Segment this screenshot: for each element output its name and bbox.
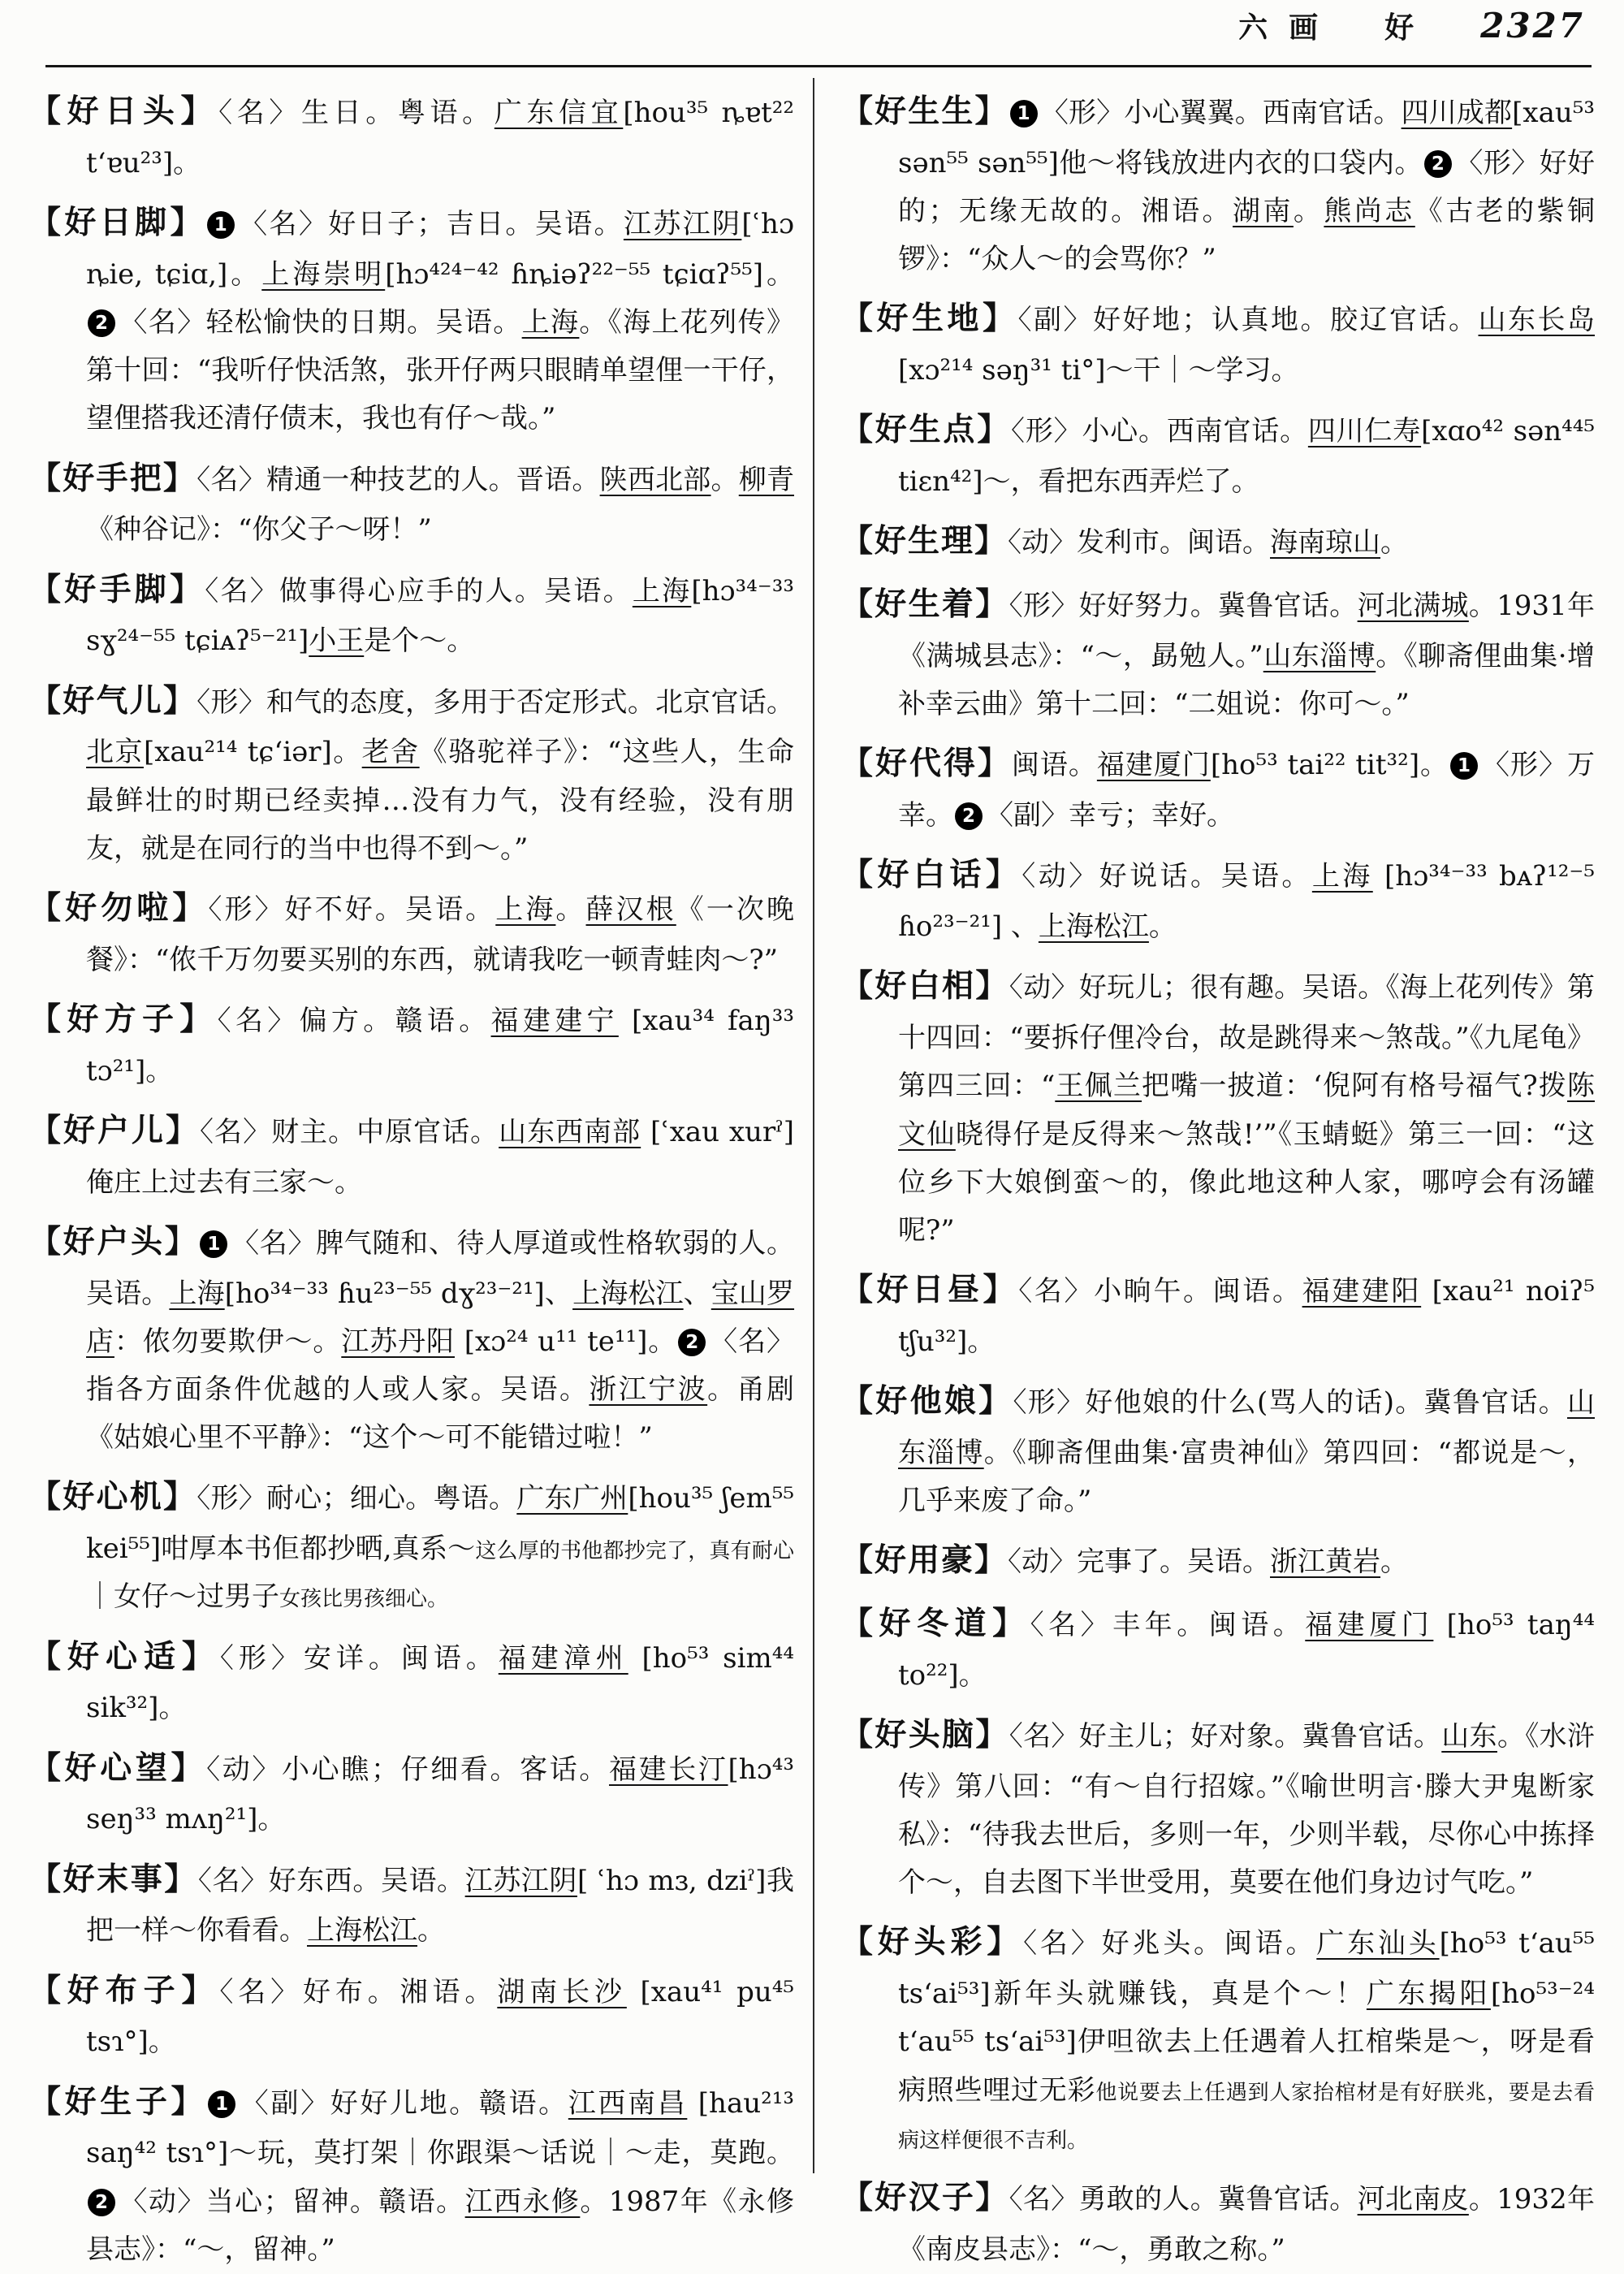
dict-entry bbox=[841, 1915, 1595, 2162]
entry-text: 〈名〉做事得心应手的人。吴语。 bbox=[205, 574, 633, 607]
entry-text: [ʿhɔ ȵie, tɕiɑ,]。 bbox=[86, 208, 794, 291]
entry-headword: 【好代得】 bbox=[841, 745, 1012, 783]
entry-text: [ ʿhɔ mɜ, dziˀ]我把一样～你看看。 bbox=[86, 1864, 794, 1948]
dict-entry bbox=[29, 1470, 794, 1621]
header-rule bbox=[45, 65, 1592, 67]
sense-number-icon: 2 bbox=[955, 802, 983, 830]
left-column bbox=[29, 84, 795, 2266]
entry-text: 。 bbox=[1380, 1546, 1409, 1579]
place-name: 福建厦门 bbox=[1096, 749, 1211, 782]
dict-entry bbox=[841, 292, 1595, 395]
entry-text: 《古老的紫铜锣》：“众人～的会骂你？” bbox=[898, 195, 1596, 276]
entry-text: [xau³⁴ faŋ³³ tɔ²¹]。 bbox=[86, 1004, 794, 1087]
dict-entry bbox=[29, 452, 794, 555]
entry-text: [hɔ⁴³ seŋ³³ mʌŋ²¹]。 bbox=[86, 1753, 794, 1836]
dict-entry bbox=[841, 848, 1595, 951]
entry-text: 〈名〉丰年。闽语。 bbox=[1030, 1609, 1306, 1642]
entry-text: [xɔ²⁴ u¹¹ te¹¹]。 bbox=[454, 1325, 677, 1358]
gloss-small: 女孩比男孩细心。 bbox=[279, 1587, 449, 1612]
entry-text: [ho⁵³⁻²⁴ tʻau⁵⁵ tsʻai⁵³]伊呾欲去上任遇着人扛棺柴是～，呀是看病照些哩过无彩 bbox=[898, 1978, 1595, 2107]
entry-headword: 【好生生】 bbox=[841, 93, 1009, 130]
entry-text: [hɔ⁴²⁴⁻⁴² ɦȵiəʔ²²⁻⁵⁵ tɕiɑʔ⁵⁵]。 bbox=[385, 257, 795, 291]
entry-text: 。 bbox=[1293, 195, 1324, 228]
entry-text: [xau⁴¹ pu⁴⁵ tsɿ°]。 bbox=[86, 1975, 795, 2059]
entry-text: 。 bbox=[1148, 910, 1177, 944]
dict-entry bbox=[841, 959, 1595, 1255]
entry-headword: 【好心适】 bbox=[29, 1637, 220, 1675]
entry-text: 〈形〉好不好。吴语。 bbox=[208, 893, 496, 926]
entry-headword: 【好冬道】 bbox=[841, 1605, 1030, 1643]
entry-text: 。1932年《南皮县志》：“～，勇敢之称。” bbox=[898, 2182, 1596, 2266]
place-name: 河北满城 bbox=[1357, 590, 1469, 623]
entry-headword: 【好日昼】 bbox=[841, 1271, 1019, 1309]
place-name: 福建漳州 bbox=[498, 1641, 628, 1675]
entry-headword: 【好生点】 bbox=[841, 411, 1012, 449]
entry-text: 〈形〉好他娘的什么(骂人的话)。冀鲁官话。 bbox=[1013, 1386, 1567, 1420]
entry-headword: 【好勿啦】 bbox=[29, 888, 209, 927]
place-name: 宝山罗店 bbox=[86, 1277, 795, 1358]
entry-headword: 【好户头】 bbox=[29, 1222, 199, 1260]
entry-text: ｜女仔～过男子 bbox=[86, 1580, 279, 1614]
entry-text: [xɔ²¹⁴ səŋ³¹ ti°]～干｜～学习。 bbox=[898, 354, 1299, 387]
entry-text: 《一次晚餐》：“侬千万勿要买别的东西，就请我吃一顿青蛙肉～?” bbox=[86, 893, 795, 976]
entry-headword: 【好心机】 bbox=[29, 1478, 197, 1516]
entry-text: 〈名〉好东西。吴语。 bbox=[197, 1864, 465, 1897]
place-name: 山东淄博 bbox=[898, 1386, 1595, 1469]
entry-text: [xau⁵³ sən⁵⁵ sən⁵⁵]他～将钱放进内衣的口袋内。 bbox=[898, 97, 1596, 179]
dict-entry bbox=[29, 992, 794, 1096]
place-name: 熊尚志 bbox=[1324, 195, 1415, 228]
radical-char: 好 bbox=[1384, 11, 1436, 45]
entry-text: 〈名〉财主。中原官话。 bbox=[200, 1115, 499, 1148]
entry-text: 〈形〉好好的；无缘无故的。湘语。 bbox=[898, 146, 1596, 228]
dict-entry bbox=[841, 577, 1595, 728]
place-name: 广东汕头 bbox=[1316, 1927, 1440, 1961]
place-name: 山东西南部 bbox=[499, 1115, 641, 1148]
entry-text: 〈名〉脾气随和、待人厚道或性格软弱的人。吴语。 bbox=[86, 1226, 794, 1310]
dict-entry bbox=[841, 84, 1595, 283]
entry-text: [ho⁵³ tʻau⁵⁵ tsʻai⁵³]新年头就赚钱，真是个～！ bbox=[898, 1927, 1595, 2011]
entry-text: 〈形〉万幸。 bbox=[898, 749, 1595, 832]
sense-number-icon: 2 bbox=[88, 309, 115, 337]
entry-headword: 【好生理】 bbox=[841, 522, 1009, 560]
dict-entry bbox=[841, 403, 1595, 506]
place-name: 四川仁寿 bbox=[1307, 415, 1422, 448]
entry-headword: 【好用豪】 bbox=[841, 1541, 1009, 1580]
entry-text: 。 bbox=[555, 893, 586, 926]
sense-number-icon: 2 bbox=[1424, 150, 1452, 178]
dict-entry bbox=[29, 1741, 794, 1844]
place-name: 陕西北部 bbox=[599, 463, 711, 496]
entry-headword: 【好户儿】 bbox=[29, 1111, 201, 1149]
entry-text: 〈动〉好玩儿；很有趣。吴语。《海上花列传》第十四回：“要拆仔俚冷台，故是跳得来～煞哉。”《九尾龟》第四三回：“ bbox=[898, 971, 1595, 1103]
entry-text: 〈名〉好兆头。闽语。 bbox=[1023, 1927, 1317, 1961]
entry-text: 。 bbox=[1380, 526, 1409, 560]
entry-text: [ho³⁴⁻³³ ɦu²³⁻⁵⁵ dɣ²³⁻²¹]、 bbox=[224, 1277, 573, 1310]
place-name: 薛汉根 bbox=[585, 893, 676, 926]
place-name: 王佩兰 bbox=[1055, 1070, 1142, 1103]
place-name: 上海松江 bbox=[572, 1277, 684, 1310]
entry-text: [ho⁵³ taŋ⁴⁴ to²²]。 bbox=[898, 1609, 1595, 1692]
entry-text: 晓得仔是反得来～煞哉!’”《玉蜻蜓》第三一回：“这位乡下大娘倒蛮～的，像此地这种人家，哪哼会有汤罐呢?” bbox=[898, 1118, 1596, 1247]
place-name: 福建建宁 bbox=[490, 1004, 619, 1037]
entry-text: 〈名〉精通一种技艺的人。晋语。 bbox=[197, 463, 600, 496]
entry-text: [xɑo⁴² sən⁴⁴⁵ tiɛn⁴²]～，看把东西弄烂了。 bbox=[898, 415, 1595, 499]
place-name: 山东 bbox=[1441, 1720, 1497, 1753]
dict-entry bbox=[841, 1533, 1595, 1589]
place-name: 四川成都 bbox=[1401, 97, 1513, 129]
entry-text: [xau²¹⁴ tɕʻiər]。 bbox=[143, 736, 362, 769]
place-name: 江苏江阴 bbox=[623, 208, 742, 241]
entry-text: 〈副〉幸亏；幸好。 bbox=[986, 799, 1234, 832]
gloss-small: 这么厚的书他都抄完了，真有耐心 bbox=[475, 1539, 794, 1564]
entry-text: 。 bbox=[417, 1914, 445, 1948]
dict-entry bbox=[29, 674, 794, 873]
dict-entry bbox=[29, 1215, 794, 1462]
entry-headword: 【好汉子】 bbox=[841, 2178, 1009, 2216]
entry-headword: 【好布子】 bbox=[29, 1971, 220, 2009]
place-name: 广东广州 bbox=[516, 1482, 628, 1515]
entry-text: 〈名〉轻松愉快的日期。吴语。 bbox=[119, 306, 522, 339]
entry-text: 〈动〉发利市。闽语。 bbox=[1008, 526, 1271, 560]
entry-text: 。《水浒传》第八回：“有～自行招嫁。”《喻世明言·滕大尹鬼断家私》：“待我去世后，多则一年，少则半载，尽你心中拣择个～，自去图下半世受用，莫要在他们身边讨气吃。” bbox=[898, 1720, 1596, 1900]
entry-text: 〈名〉偏方。赣语。 bbox=[217, 1004, 491, 1037]
running-head bbox=[1130, 5, 1585, 46]
place-name: 山东淄博 bbox=[1263, 640, 1376, 673]
right-column bbox=[841, 84, 1596, 2266]
entry-text: [hou³⁵ ȵɐt²² tʻɐu²³]。 bbox=[86, 97, 795, 179]
entry-headword: 【好心望】 bbox=[29, 1749, 207, 1787]
place-name: 上海 bbox=[632, 574, 692, 607]
entry-headword: 【好生地】 bbox=[841, 300, 1018, 338]
sense-number-icon: 1 bbox=[207, 211, 235, 239]
entry-headword: 【好手把】 bbox=[29, 459, 197, 497]
entry-text: 〈名〉小晌午。闽语。 bbox=[1018, 1275, 1302, 1308]
place-name: 上海 bbox=[169, 1277, 225, 1310]
place-name: 老舍 bbox=[361, 736, 420, 769]
place-name: 福建长汀 bbox=[609, 1753, 728, 1786]
dict-entry bbox=[841, 737, 1595, 840]
sense-number-icon: 1 bbox=[200, 1230, 227, 1258]
entry-text: 〈名〉生日。粤语。 bbox=[218, 97, 495, 129]
dict-entry bbox=[841, 1374, 1595, 1525]
entry-text: 《骆驼祥子》：“这些人，生命最鲜壮的时期已经卖掉…没有力气，没有经验，没有朋友，就是在同行的当中也得不到～。” bbox=[86, 736, 795, 865]
entry-text: [hɔ³⁴⁻³³ sɣ²⁴⁻⁵⁵ tɕiᴀʔ⁵⁻²¹] bbox=[86, 574, 794, 658]
entry-text: [hɔ³⁴⁻³³ bᴀʔ¹²⁻⁵ ɦo²³⁻²¹] 、 bbox=[898, 860, 1595, 944]
entry-headword: 【好日脚】 bbox=[29, 204, 205, 242]
sense-number-icon: 1 bbox=[208, 2090, 235, 2118]
place-name: 陈文仙 bbox=[898, 1070, 1595, 1151]
place-name: 浙江黄岩 bbox=[1270, 1546, 1381, 1579]
entry-text: 〈名〉好日子；吉日。吴语。 bbox=[237, 208, 624, 241]
entry-headword: 【好日头】 bbox=[29, 93, 219, 130]
place-name: 山东长岛 bbox=[1478, 304, 1595, 337]
place-name: 浙江宁波 bbox=[589, 1373, 708, 1407]
gloss-small: 他说要去上任遇到人家抬棺材是有好朕兆，要是去看病这样便很不吉利。 bbox=[898, 2080, 1595, 2153]
entry-headword: 【好白相】 bbox=[841, 967, 1009, 1005]
entry-headword: 【好生着】 bbox=[841, 586, 1009, 624]
entry-text: 〈名〉指各方面条件优越的人或人家。吴语。 bbox=[86, 1325, 794, 1407]
dict-entry bbox=[841, 1597, 1595, 1700]
dict-entry bbox=[29, 196, 794, 443]
sense-number-icon: 2 bbox=[678, 1329, 706, 1356]
place-name: 江西永修 bbox=[464, 2185, 581, 2218]
dict-entry bbox=[29, 1104, 794, 1207]
entry-text: 〈名〉勇敢的人。冀鲁官话。 bbox=[1009, 2182, 1358, 2216]
entry-headword: 【好方子】 bbox=[29, 1000, 218, 1038]
entry-text: 闽语。 bbox=[1011, 749, 1097, 782]
entry-headword: 【好气儿】 bbox=[29, 681, 197, 720]
section-label: 六画 bbox=[1238, 11, 1340, 45]
entry-text: 〈名〉好主儿；好对象。冀鲁官话。 bbox=[1009, 1720, 1442, 1753]
sense-number-icon: 1 bbox=[1450, 752, 1478, 780]
entry-headword: 【好生子】 bbox=[29, 2082, 207, 2121]
entry-headword: 【好末事】 bbox=[29, 1860, 198, 1898]
place-name: 江苏江阴 bbox=[464, 1864, 577, 1897]
entry-text: 〈动〉当心；留神。赣语。 bbox=[119, 2185, 465, 2218]
place-name: 北京 bbox=[86, 736, 144, 769]
entry-text: 把嘴一披道：‘倪阿有格号福气?拨 bbox=[1142, 1070, 1567, 1103]
entry-text: 、 bbox=[683, 1277, 711, 1310]
entry-text: 〈动〉完事了。吴语。 bbox=[1008, 1546, 1271, 1579]
dict-entry bbox=[29, 563, 794, 666]
entry-text: 〈名〉好布。湘语。 bbox=[219, 1975, 498, 2008]
dict-entry bbox=[29, 1852, 794, 1956]
dict-entry bbox=[29, 1630, 794, 1733]
entry-text: 〈动〉小心瞧；仔细看。客话。 bbox=[206, 1753, 609, 1786]
entry-text: 。1987年《永修县志》：“～，留神。” bbox=[86, 2185, 795, 2266]
place-name: 海南琼山 bbox=[1270, 526, 1381, 560]
entry-text: 。《海上花列传》第十回：“我听仔快活煞，张开仔两只眼睛单望俚一干仔，望俚搭我还清仔债末，我也有仔～哉。” bbox=[86, 306, 794, 435]
sense-number-icon: 1 bbox=[1010, 100, 1038, 128]
dict-entry bbox=[29, 881, 794, 984]
entry-text: 〈形〉小心。西南官话。 bbox=[1011, 415, 1308, 448]
place-name: 上海松江 bbox=[1038, 910, 1149, 944]
dict-entry bbox=[29, 84, 794, 188]
entry-text: [hau²¹³ saŋ⁴² tsɿ°]～玩，莫打架｜你跟渠～话说｜～走，莫跑。 bbox=[86, 2086, 795, 2170]
sense-number-icon: 2 bbox=[88, 2189, 115, 2216]
entry-text: 。甬剧《姑娘心里不平静》：“这个～可不能错过啦！” bbox=[86, 1373, 795, 1455]
entry-headword: 【好手脚】 bbox=[29, 570, 205, 608]
place-name: 柳青 bbox=[738, 463, 794, 496]
entry-text: 〈副〉好好地；认真地。胶辽官话。 bbox=[1017, 304, 1479, 337]
dict-entry bbox=[841, 2171, 1595, 2274]
column-divider bbox=[813, 78, 814, 2173]
place-name: 广东信宜 bbox=[494, 97, 624, 129]
place-name: 福建建阳 bbox=[1302, 1275, 1422, 1308]
entry-text: 。 bbox=[710, 463, 739, 496]
entry-text: 〈副〉好好儿地。赣语。 bbox=[239, 2086, 568, 2120]
dict-entry bbox=[841, 1263, 1595, 1366]
place-name: 上海 bbox=[495, 893, 556, 926]
place-name: 湖南 bbox=[1233, 195, 1294, 228]
entry-headword: 【好白话】 bbox=[841, 856, 1022, 894]
entry-text: 〈形〉好好努力。冀鲁官话。 bbox=[1009, 590, 1358, 623]
dict-entry bbox=[841, 1708, 1595, 1907]
entry-headword: 【好头脑】 bbox=[841, 1716, 1009, 1754]
dict-entry bbox=[29, 2075, 794, 2274]
place-name: 上海松江 bbox=[307, 1914, 417, 1948]
entry-text: 〈形〉小心翼翼。西南官话。 bbox=[1040, 97, 1402, 129]
entry-text: [ho⁵³ sim⁴⁴ sik³²]。 bbox=[86, 1641, 794, 1725]
dict-entry bbox=[29, 1964, 794, 2067]
place-name: 河北南皮 bbox=[1357, 2182, 1469, 2216]
entry-text: [xau²¹ noiʔ⁵ tʃu³²]。 bbox=[898, 1275, 1596, 1358]
place-name: 广东揭阳 bbox=[1366, 1978, 1491, 2011]
entry-text: 是个～。 bbox=[364, 625, 475, 658]
entry-text: 。1931年《满城县志》：“～，勗勉人。” bbox=[898, 590, 1596, 673]
entry-text: 〈形〉安详。闽语。 bbox=[219, 1641, 499, 1675]
place-name: 上海崇明 bbox=[261, 257, 386, 291]
entry-text: [ʿxau xurˀ]俺庄上过去有三家～。 bbox=[86, 1115, 794, 1199]
entry-headword: 【好头彩】 bbox=[841, 1923, 1024, 1961]
place-name: 小王 bbox=[309, 625, 365, 658]
entry-text: [ho⁵³ tai²² tit³²]。 bbox=[1210, 749, 1449, 782]
dict-entry bbox=[841, 514, 1595, 569]
place-name: 上海 bbox=[521, 306, 580, 339]
entry-text: 。《聊斋俚曲集·增补幸云曲》第十二回：“二姐说：你可～。” bbox=[898, 640, 1596, 721]
page-number: 2327 bbox=[1480, 6, 1585, 45]
entry-text: ：侬勿要欺伊～。 bbox=[114, 1325, 342, 1358]
place-name: 江西南昌 bbox=[568, 2086, 688, 2120]
place-name: 福建厦门 bbox=[1305, 1609, 1434, 1642]
entry-text: 〈形〉耐心；细心。粤语。 bbox=[197, 1482, 517, 1515]
entry-headword: 【好他娘】 bbox=[841, 1382, 1013, 1420]
entry-text: 。《聊斋俚曲集·富贵神仙》第四回：“都说是～，几乎来废了命。” bbox=[898, 1436, 1595, 1518]
entry-text: [hou³⁵ ʃem⁵⁵ kei⁵⁵]咁厚本书佢都抄晒,真系～ bbox=[86, 1482, 795, 1566]
entry-text: 《种谷记》：“你父子～呀！” bbox=[86, 513, 432, 547]
place-name: 湖南长沙 bbox=[497, 1975, 627, 2008]
entry-text: 〈动〉好说话。吴语。 bbox=[1021, 860, 1312, 893]
place-name: 江苏丹阳 bbox=[341, 1325, 455, 1358]
place-name: 上海 bbox=[1311, 860, 1373, 893]
entry-text: 〈形〉和气的态度，多用于否定形式。北京官话。 bbox=[197, 685, 794, 719]
